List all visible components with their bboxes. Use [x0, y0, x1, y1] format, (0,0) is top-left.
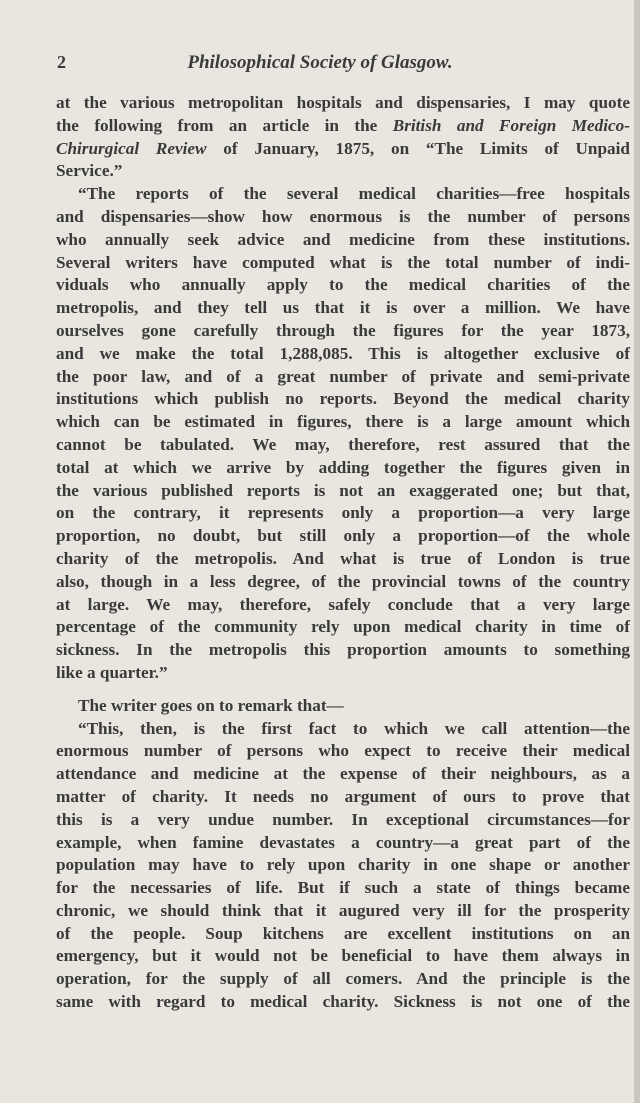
text-line: the various published reports is not an exaggerated one; but that,	[56, 480, 630, 500]
text-line: sickness. In the metropolis this proportion amounts to something	[56, 640, 630, 660]
text-line: ourselves gone carefully through the figures for the year 1873,	[56, 320, 630, 340]
text-line: Several writers have computed what is the total number of indi-	[56, 252, 630, 272]
paragraph-gap	[56, 685, 630, 695]
text-line: total at which we arrive by adding together the figures given in	[56, 457, 630, 477]
text-line: at the various metropolitan hospitals and dispensaries, I may quote	[56, 93, 630, 112]
text-line: charity of the metropolis. And what is true of London is true	[56, 548, 630, 568]
running-title: Philosophical Society of Glasgow.	[187, 52, 453, 73]
text-line: at large. We may, therefore, safely conclude that a very large	[56, 594, 630, 614]
text-line: on the contrary, it represents only a proportion—a very large	[56, 503, 630, 523]
page-edge-shadow	[634, 0, 640, 1103]
text-line: matter of charity. It needs no argument of ours to prove that	[56, 786, 630, 806]
text-line: which can be estimated in figures, there is a large amount which	[56, 412, 630, 432]
body-text	[56, 92, 630, 1014]
text-line: metropolis, and they tell us that it is over a million. We have	[56, 298, 630, 318]
text-line: the poor law, and of a great number of private and semi-private	[56, 366, 630, 386]
text-line: cannot be tabulated. We may, therefore, rest assured that the	[56, 434, 630, 454]
text-line: the following from an article in the British and Foreign Medico-	[56, 115, 630, 135]
text-line: Service.”	[56, 161, 123, 181]
text-line: this is a very undue number. In exceptional circumstances—for	[56, 809, 630, 829]
text-line: operation, for the supply of all comers. And the principle is the	[56, 969, 630, 989]
text-line: of the people. Soup kitchens are excellent institutions on an	[56, 923, 630, 943]
text-line: and dispensaries—show how enormous is the number of persons	[56, 206, 630, 226]
text-line: for the necessaries of life. But if such a state of things became	[56, 878, 630, 898]
text-line: also, though in a less degree, of the provincial towns of the country	[56, 571, 630, 591]
text-line: proportion, no doubt, but still only a proportion—of the whole	[56, 526, 630, 546]
text-line: Chirurgical Review of January, 1875, on “The Limits of Unpaid	[56, 138, 630, 158]
text-line: population may have to rely upon charity in one shape or another	[56, 855, 630, 875]
page-number: 2	[57, 52, 66, 72]
text-line: “This, then, is the first fact to which we call attention—the	[78, 718, 630, 738]
text-line: example, when famine devastates a country—a great part of the	[56, 832, 630, 852]
text-line: and we make the total 1,288,085. This is altogether exclusive of	[56, 343, 630, 363]
text-line: institutions which publish no reports. Beyond the medical charity	[56, 389, 630, 409]
text-line: who annually seek advice and medicine from these institutions.	[56, 229, 630, 249]
text-line: same with regard to medical charity. Sickness is not one of the	[56, 992, 630, 1012]
text-line: chronic, we should think that it augured very ill for the prosperity	[56, 900, 630, 920]
text-line: “The reports of the several medical charities—free hospitals	[78, 184, 630, 204]
text-line: viduals who annually apply to the medical charities of the	[56, 275, 630, 295]
page-header	[0, 52, 640, 82]
text-line: like a quarter.”	[56, 662, 168, 682]
text-line: emergency, but it would not be beneficial to have them always in	[56, 946, 630, 966]
text-line: percentage of the community rely upon medical charity in time of	[56, 617, 630, 637]
text-line: attendance and medicine at the expense of their neighbours, as a	[56, 764, 630, 784]
text-line: The writer goes on to remark that—	[78, 695, 344, 715]
text-line: enormous number of persons who expect to receive their medical	[56, 741, 630, 761]
